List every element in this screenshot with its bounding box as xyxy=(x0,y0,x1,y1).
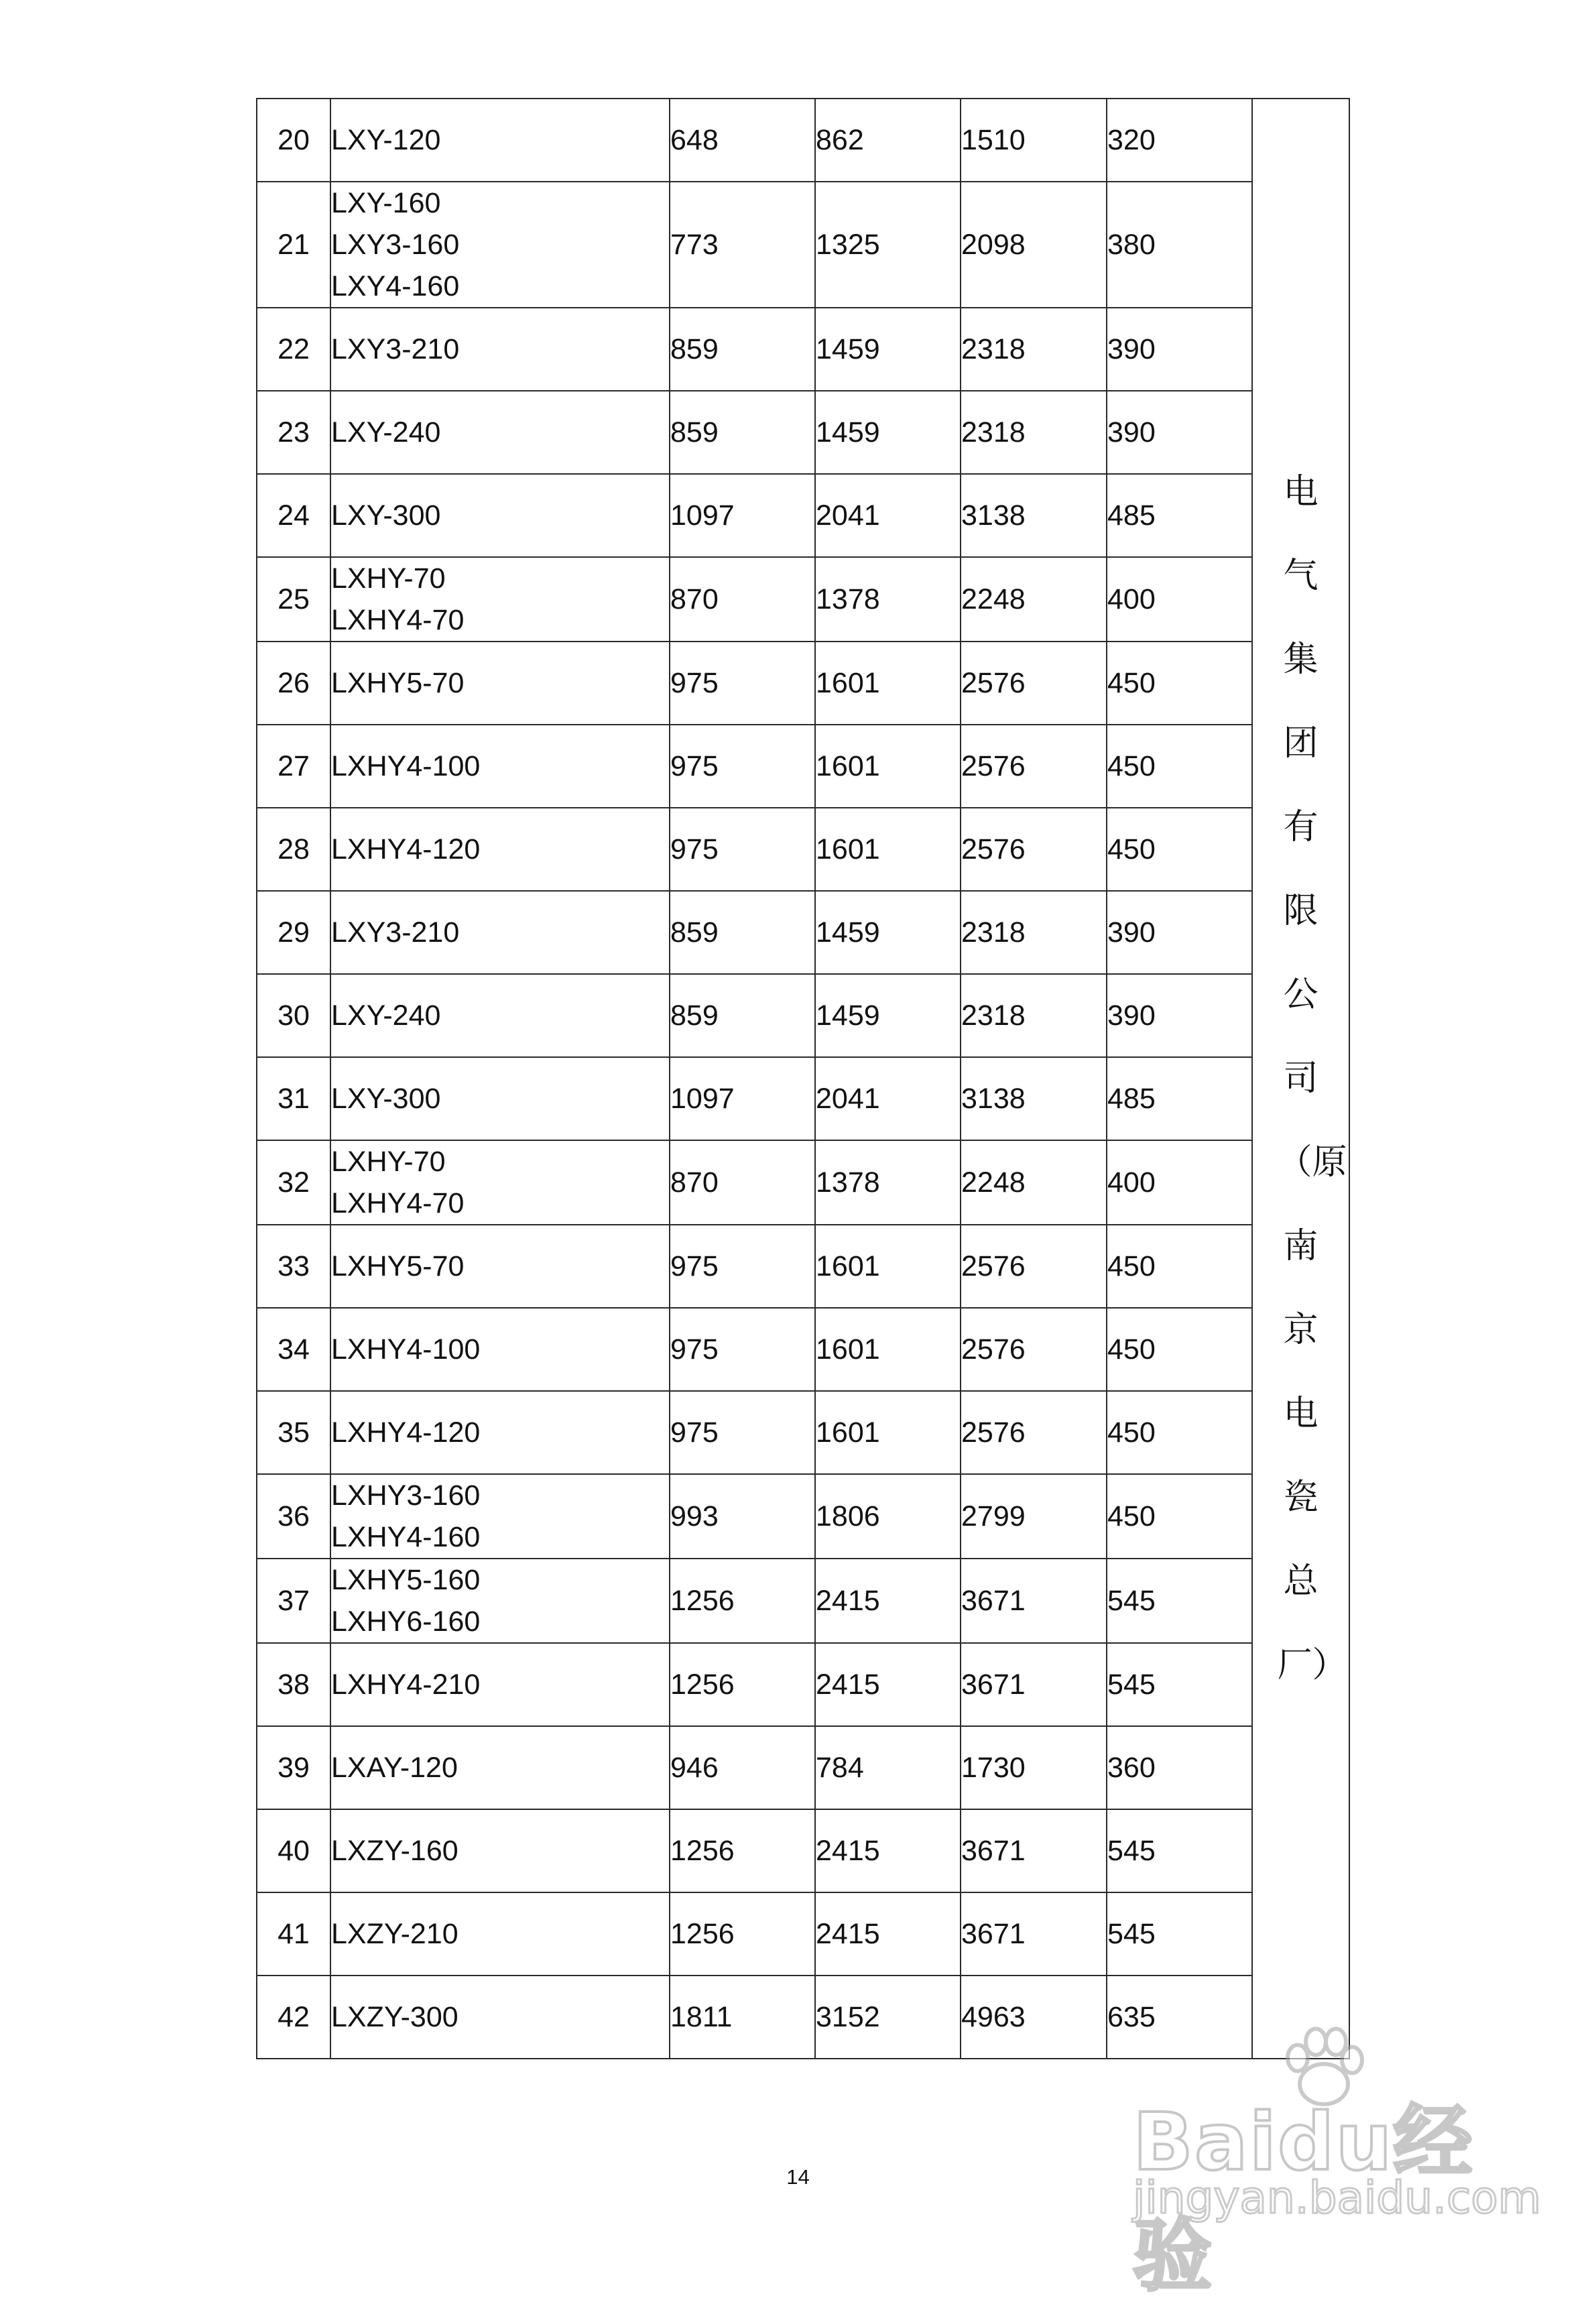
table-row xyxy=(257,1140,1349,1225)
value-cell-1: 870 xyxy=(670,557,815,642)
value-cell-4: 450 xyxy=(1107,725,1252,808)
value-cell-1: 975 xyxy=(670,1391,815,1474)
value-cell-2: 2041 xyxy=(815,1057,961,1140)
value-cell-3: 2576 xyxy=(961,725,1107,808)
value-cell-2: 784 xyxy=(815,1726,961,1809)
value-cell-4: 400 xyxy=(1107,557,1252,642)
value-cell-2: 2415 xyxy=(815,1559,961,1643)
row-number: 35 xyxy=(257,1391,330,1474)
baidu-jingyan-watermark xyxy=(1133,2065,1542,2302)
value-cell-4: 545 xyxy=(1107,1559,1252,1643)
model-name: LXHY5-160 xyxy=(331,1564,481,1596)
value-cell-3: 1730 xyxy=(961,1726,1107,1809)
model-name: LXY-300 xyxy=(331,1083,441,1115)
value-cell-1: 859 xyxy=(670,891,815,974)
page-number: 14 xyxy=(786,2165,810,2189)
model-name: LXZY-210 xyxy=(331,1918,458,1950)
value-cell-1: 1256 xyxy=(670,1559,815,1643)
value-cell-4: 400 xyxy=(1107,1140,1252,1225)
value-cell-1: 1256 xyxy=(670,1809,815,1892)
model-name: LXZY-300 xyxy=(331,2001,458,2033)
value-cell-2: 1378 xyxy=(815,1140,961,1225)
value-cell-1: 975 xyxy=(670,808,815,891)
row-number: 27 xyxy=(257,725,330,808)
watermark-logo-text: Baidu经验 xyxy=(1133,2096,1474,2302)
value-cell-3: 3671 xyxy=(961,1643,1107,1726)
model-name: LXAY-120 xyxy=(331,1752,458,1784)
table-row xyxy=(257,1225,1349,1308)
table-row xyxy=(257,308,1349,391)
value-cell-1: 1097 xyxy=(670,1057,815,1140)
row-number: 20 xyxy=(257,99,330,182)
watermark-url: jingyan.baidu.com xyxy=(1133,2172,1542,2224)
model-cell xyxy=(330,474,670,557)
row-number: 36 xyxy=(257,1474,330,1559)
row-number: 30 xyxy=(257,974,330,1057)
row-number: 34 xyxy=(257,1308,330,1391)
value-cell-3: 1510 xyxy=(961,99,1107,182)
model-name: LXHY4-100 xyxy=(331,1333,481,1366)
value-cell-1: 773 xyxy=(670,182,815,308)
model-name: LXHY4-100 xyxy=(331,750,481,782)
value-cell-2: 1459 xyxy=(815,974,961,1057)
value-cell-2: 1459 xyxy=(815,891,961,974)
value-cell-4: 320 xyxy=(1107,99,1252,182)
table-row xyxy=(257,1976,1349,2059)
model-cell xyxy=(330,182,670,308)
row-number: 28 xyxy=(257,808,330,891)
value-cell-4: 390 xyxy=(1107,308,1252,391)
value-cell-2: 1601 xyxy=(815,1391,961,1474)
row-number: 26 xyxy=(257,642,330,725)
model-cell xyxy=(330,1308,670,1391)
table-row xyxy=(257,974,1349,1057)
model-name: LXHY5-70 xyxy=(331,667,465,699)
row-number: 32 xyxy=(257,1140,330,1225)
model-name: LXY-240 xyxy=(331,999,441,1032)
table-row xyxy=(257,891,1349,974)
model-cell xyxy=(330,1976,670,2059)
value-cell-4: 545 xyxy=(1107,1809,1252,1892)
value-cell-2: 2415 xyxy=(815,1643,961,1726)
model-cell xyxy=(330,891,670,974)
model-name: LXHY4-210 xyxy=(331,1668,481,1701)
row-number: 25 xyxy=(257,557,330,642)
row-number: 40 xyxy=(257,1809,330,1892)
model-cell xyxy=(330,99,670,182)
table-row xyxy=(257,1726,1349,1809)
value-cell-3: 3671 xyxy=(961,1892,1107,1976)
model-cell xyxy=(330,1474,670,1559)
value-cell-2: 2415 xyxy=(815,1809,961,1892)
value-cell-1: 975 xyxy=(670,725,815,808)
value-cell-1: 859 xyxy=(670,974,815,1057)
value-cell-2: 1601 xyxy=(815,808,961,891)
value-cell-4: 390 xyxy=(1107,974,1252,1057)
value-cell-1: 993 xyxy=(670,1474,815,1559)
value-cell-1: 1256 xyxy=(670,1643,815,1726)
value-cell-4: 485 xyxy=(1107,474,1252,557)
model-name: LXHY-70 xyxy=(331,562,446,595)
model-name: LXHY6-160 xyxy=(331,1605,481,1638)
row-number: 33 xyxy=(257,1225,330,1308)
value-cell-3: 2248 xyxy=(961,1140,1107,1225)
model-name: LXY3-210 xyxy=(331,916,460,949)
value-cell-1: 648 xyxy=(670,99,815,182)
model-name: LXY3-210 xyxy=(331,333,460,365)
model-cell xyxy=(330,974,670,1057)
value-cell-3: 2576 xyxy=(961,1391,1107,1474)
value-cell-4: 635 xyxy=(1107,1976,1252,2059)
model-cell xyxy=(330,1726,670,1809)
value-cell-2: 1325 xyxy=(815,182,961,308)
table-row xyxy=(257,391,1349,474)
row-number: 41 xyxy=(257,1892,330,1976)
row-number: 39 xyxy=(257,1726,330,1809)
model-name: LXHY3-160 xyxy=(331,1479,481,1512)
model-cell xyxy=(330,1140,670,1225)
value-cell-1: 859 xyxy=(670,308,815,391)
table-row xyxy=(257,182,1349,308)
table-row xyxy=(257,642,1349,725)
table-row xyxy=(257,725,1349,808)
value-cell-3: 3138 xyxy=(961,1057,1107,1140)
model-name: LXY-300 xyxy=(331,499,441,532)
value-cell-2: 1806 xyxy=(815,1474,961,1559)
model-name: LXY-240 xyxy=(331,416,441,448)
value-cell-3: 2576 xyxy=(961,642,1107,725)
model-name: LXHY4-70 xyxy=(331,604,465,636)
value-cell-4: 545 xyxy=(1107,1643,1252,1726)
value-cell-4: 485 xyxy=(1107,1057,1252,1140)
table-row xyxy=(257,1474,1349,1559)
model-cell xyxy=(330,557,670,642)
value-cell-1: 870 xyxy=(670,1140,815,1225)
model-cell xyxy=(330,642,670,725)
model-cell xyxy=(330,725,670,808)
value-cell-2: 1601 xyxy=(815,725,961,808)
model-name: LXY-160 xyxy=(331,187,441,219)
row-number: 38 xyxy=(257,1643,330,1726)
value-cell-1: 859 xyxy=(670,391,815,474)
value-cell-4: 450 xyxy=(1107,642,1252,725)
value-cell-3: 3671 xyxy=(961,1809,1107,1892)
company-name-vertical: 电气集团有限公司（原南京电瓷总厂） xyxy=(1277,471,1347,1685)
value-cell-2: 1601 xyxy=(815,1225,961,1308)
table-body xyxy=(257,99,1349,2059)
table-row xyxy=(257,1892,1349,1976)
model-cell xyxy=(330,1057,670,1140)
value-cell-2: 1459 xyxy=(815,391,961,474)
value-cell-4: 545 xyxy=(1107,1892,1252,1976)
value-cell-2: 2041 xyxy=(815,474,961,557)
value-cell-4: 450 xyxy=(1107,1225,1252,1308)
value-cell-1: 1811 xyxy=(670,1976,815,2059)
model-cell xyxy=(330,308,670,391)
value-cell-3: 2576 xyxy=(961,1225,1107,1308)
value-cell-4: 450 xyxy=(1107,808,1252,891)
value-cell-1: 975 xyxy=(670,1225,815,1308)
value-cell-3: 2318 xyxy=(961,308,1107,391)
model-cell xyxy=(330,1809,670,1892)
model-cell xyxy=(330,1391,670,1474)
model-name: LXZY-160 xyxy=(331,1835,458,1867)
value-cell-2: 2415 xyxy=(815,1892,961,1976)
value-cell-4: 390 xyxy=(1107,891,1252,974)
row-number: 42 xyxy=(257,1976,330,2059)
value-cell-2: 3152 xyxy=(815,1976,961,2059)
model-name: LXHY4-120 xyxy=(331,833,481,865)
model-cell xyxy=(330,1225,670,1308)
row-number: 29 xyxy=(257,891,330,974)
value-cell-2: 862 xyxy=(815,99,961,182)
model-name: LXHY-70 xyxy=(331,1146,446,1178)
model-cell xyxy=(330,1892,670,1976)
value-cell-3: 3671 xyxy=(961,1559,1107,1643)
row-number: 24 xyxy=(257,474,330,557)
value-cell-1: 1097 xyxy=(670,474,815,557)
value-cell-3: 3138 xyxy=(961,474,1107,557)
table-row xyxy=(257,474,1349,557)
table-row xyxy=(257,1559,1349,1643)
value-cell-3: 2318 xyxy=(961,974,1107,1057)
value-cell-1: 946 xyxy=(670,1726,815,1809)
model-name: LXHY4-160 xyxy=(331,1521,481,1553)
value-cell-3: 2576 xyxy=(961,808,1107,891)
model-cell xyxy=(330,1643,670,1726)
value-cell-3: 2318 xyxy=(961,891,1107,974)
value-cell-3: 2098 xyxy=(961,182,1107,308)
value-cell-4: 450 xyxy=(1107,1391,1252,1474)
value-cell-4: 450 xyxy=(1107,1474,1252,1559)
value-cell-1: 975 xyxy=(670,642,815,725)
row-number: 22 xyxy=(257,308,330,391)
table-row xyxy=(257,99,1349,182)
value-cell-3: 4963 xyxy=(961,1976,1107,2059)
table-row xyxy=(257,1643,1349,1726)
table-row xyxy=(257,557,1349,642)
table-row xyxy=(257,808,1349,891)
row-number: 31 xyxy=(257,1057,330,1140)
row-number: 37 xyxy=(257,1559,330,1643)
value-cell-2: 1601 xyxy=(815,1308,961,1391)
value-cell-3: 2318 xyxy=(961,391,1107,474)
value-cell-1: 1256 xyxy=(670,1892,815,1976)
value-cell-4: 360 xyxy=(1107,1726,1252,1809)
insulator-spec-table xyxy=(256,98,1350,2059)
value-cell-4: 450 xyxy=(1107,1308,1252,1391)
model-name: LXHY4-70 xyxy=(331,1187,465,1219)
model-cell xyxy=(330,391,670,474)
value-cell-3: 2576 xyxy=(961,1308,1107,1391)
model-cell xyxy=(330,808,670,891)
value-cell-2: 1378 xyxy=(815,557,961,642)
row-number: 21 xyxy=(257,182,330,308)
row-number: 23 xyxy=(257,391,330,474)
model-cell xyxy=(330,1559,670,1643)
model-name: LXY4-160 xyxy=(331,270,460,302)
table-row xyxy=(257,1391,1349,1474)
model-name: LXHY4-120 xyxy=(331,1416,481,1449)
table-row xyxy=(257,1308,1349,1391)
table-row xyxy=(257,1809,1349,1892)
table-row xyxy=(257,1057,1349,1140)
value-cell-2: 1601 xyxy=(815,642,961,725)
company-name-cell xyxy=(1252,99,1349,2059)
model-name: LXY3-160 xyxy=(331,229,460,261)
model-name: LXY-120 xyxy=(331,124,441,156)
value-cell-1: 975 xyxy=(670,1308,815,1391)
value-cell-2: 1459 xyxy=(815,308,961,391)
value-cell-4: 380 xyxy=(1107,182,1252,308)
value-cell-3: 2248 xyxy=(961,557,1107,642)
value-cell-3: 2799 xyxy=(961,1474,1107,1559)
value-cell-4: 390 xyxy=(1107,391,1252,474)
model-name: LXHY5-70 xyxy=(331,1250,465,1282)
